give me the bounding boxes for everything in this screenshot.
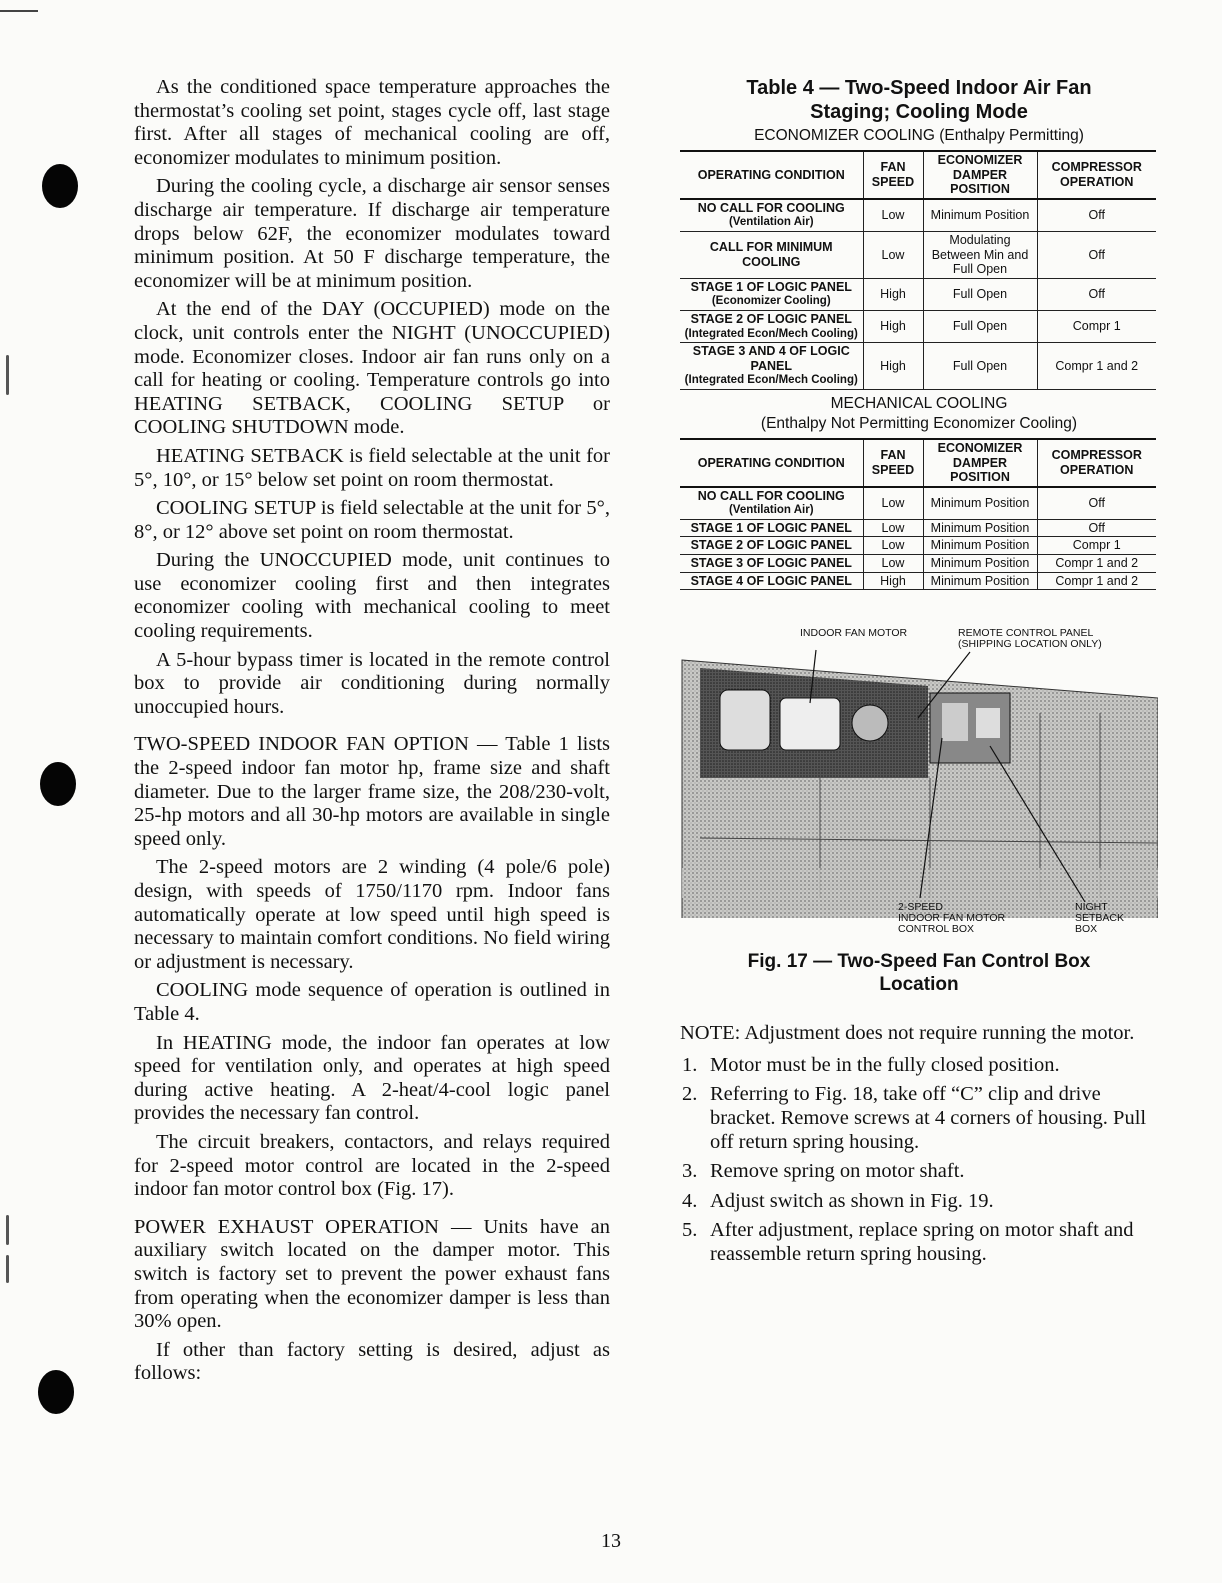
list-item	[680, 1190, 1158, 1214]
condition-text: NO CALL FOR COOLING	[697, 200, 845, 215]
table-row	[680, 537, 1156, 555]
cell-operating-condition	[680, 343, 863, 390]
list-item	[680, 1160, 1158, 1184]
cell-compressor-operation: Off	[1037, 199, 1156, 232]
top-rule	[0, 10, 38, 12]
economizer-cooling-table	[680, 150, 1156, 390]
cell-operating-condition	[680, 199, 863, 232]
condition-text: STAGE 2 OF LOGIC PANEL	[690, 538, 852, 553]
cell-damper-position: Minimum Position	[923, 572, 1037, 590]
header-compressor-operation: COMPRESSOR OPERATION	[1037, 151, 1156, 199]
economizer-table-body	[680, 199, 1156, 390]
body-paragraph: COOLING mode sequence of operation is outlined in Table 4.	[134, 979, 610, 1025]
table-title-line-2: Staging; Cooling Mode	[810, 101, 1028, 123]
cell-fan-speed: Low	[863, 231, 923, 278]
section-paragraph-power-exhaust: POWER EXHAUST OPERATION — Units have an auxiliary switch located on the damper motor. This switch is factory set to prevent the power exhaust fans from operating when the economizer damper is less than 30% open.	[134, 1215, 610, 1333]
body-paragraph: During the UNOCCUPIED mode, unit continues to use economizer cooling first and then integrates economizer cooling with mechanical cooling to meet cooling requirements.	[134, 549, 610, 643]
mechanical-table-body	[680, 487, 1156, 590]
cell-damper-position: Minimum Position	[923, 487, 1037, 520]
step-text: Motor must be in the fully closed position.	[710, 1053, 1060, 1076]
header-damper-position: ECONOMIZER DAMPER POSITION	[923, 151, 1037, 199]
step-number: 1.	[682, 1053, 698, 1076]
cell-compressor-operation: Compr 1 and 2	[1037, 572, 1156, 590]
left-column	[134, 76, 610, 1391]
cell-fan-speed: Low	[863, 487, 923, 520]
table-title-line-1: Table 4 — Two-Speed Indoor Air Fan	[746, 77, 1092, 99]
table-row	[680, 199, 1156, 232]
figure-17	[680, 628, 1158, 948]
step-number: 3.	[682, 1160, 698, 1183]
table-row	[680, 487, 1156, 520]
cell-fan-speed: Low	[863, 537, 923, 555]
label-box: BOX	[1075, 923, 1098, 936]
label-control-box-indoor-fan-motor: INDOOR FAN MOTOR	[898, 912, 1006, 925]
table-row	[680, 231, 1156, 278]
step-text: Referring to Fig. 18, take off “C” clip and drive bracket. Remove screws at 4 corners of housing. Pull off return spring housing.	[710, 1083, 1147, 1153]
cell-operating-condition	[680, 572, 863, 590]
body-paragraph: A 5-hour bypass timer is located in the remote control box to provide air conditioning during normally unoccupied hours.	[134, 648, 610, 718]
cell-damper-position: Modulating Between Min and Full Open	[923, 231, 1037, 278]
mechanical-section-subtitle: (Enthalpy Not Permitting Economizer Cooling)	[760, 414, 1078, 432]
body-paragraph: During the cooling cycle, a discharge air sensor senses discharge air temperature. If discharge air temperature drops below 62F, the economizer modulates toward minimum position. At 50 F discharge temperature, the economizer will be at minimum position.	[134, 175, 610, 292]
label-night: NIGHT	[1075, 901, 1108, 914]
body-paragraph: In HEATING mode, the indoor fan operates at low speed for ventilation only, and operates at high speed during active heating. A 2-heat/4-cool logic panel provides the necessary fan control.	[134, 1031, 610, 1125]
margin-mark	[6, 1215, 9, 1245]
condition-subtext: (Integrated Econ/Mech Cooling)	[684, 374, 858, 387]
binder-hole-middle	[40, 762, 76, 806]
cell-fan-speed: High	[863, 310, 923, 342]
cell-fan-speed: Low	[863, 519, 923, 537]
binder-hole-top	[42, 164, 78, 208]
label-indoor-fan-motor: INDOOR FAN MOTOR	[800, 627, 908, 640]
condition-text: STAGE 3 OF LOGIC PANEL	[690, 556, 852, 571]
step-number: 5.	[682, 1219, 698, 1242]
list-item	[680, 1219, 1158, 1266]
cell-operating-condition	[680, 231, 863, 278]
cell-operating-condition	[680, 519, 863, 537]
cell-fan-speed: High	[863, 572, 923, 590]
cell-compressor-operation: Compr 1 and 2	[1037, 343, 1156, 390]
cell-operating-condition	[680, 487, 863, 520]
body-paragraph: As the conditioned space temperature approaches the thermostat’s cooling set point, stages cycle off, last stage first. After all stages of mechanical cooling are off, economizer modulates to minimum position.	[134, 76, 610, 169]
cell-compressor-operation: Off	[1037, 519, 1156, 537]
header-operating-condition: OPERATING CONDITION	[680, 151, 863, 199]
body-paragraph: HEATING SETBACK is field selectable at the unit for 5°, 10°, or 15° below set point on room thermostat.	[134, 444, 610, 491]
mechanical-cooling-table	[680, 438, 1156, 590]
cell-operating-condition	[680, 310, 863, 342]
table-row	[680, 519, 1156, 537]
label-setback: SETBACK	[1075, 912, 1125, 925]
condition-subtext: (Economizer Cooling)	[711, 295, 831, 308]
cell-operating-condition	[680, 278, 863, 310]
body-paragraph: At the end of the DAY (OCCUPIED) mode on the clock, unit controls enter the NIGHT (UNOCCUPIED) mode. Economizer closes. Indoor air fan runs only on a call for heating or cooling. Temperature controls go into HEATING SETBACK, COOLING SETUP or COOLING SHUTDOWN mode.	[134, 298, 610, 439]
cell-compressor-operation: Off	[1037, 487, 1156, 520]
header-fan-speed: FAN SPEED	[863, 151, 923, 199]
condition-text: STAGE 3 AND 4 OF LOGIC PANEL	[692, 344, 850, 373]
cell-fan-speed: Low	[863, 199, 923, 232]
header-fan-speed: FAN SPEED	[863, 439, 923, 487]
binder-hole-bottom	[38, 1370, 74, 1414]
cell-fan-speed: High	[863, 343, 923, 390]
step-number: 2.	[682, 1083, 698, 1106]
cell-damper-position: Full Open	[923, 343, 1037, 390]
label-shipping-location: (SHIPPING LOCATION ONLY)	[958, 638, 1102, 651]
condition-text: STAGE 4 OF LOGIC PANEL	[690, 573, 852, 588]
list-item	[680, 1083, 1158, 1154]
header-damper-position: ECONOMIZER DAMPER POSITION	[923, 439, 1037, 487]
step-text: After adjustment, replace spring on motor shaft and reassemble return spring housing.	[710, 1219, 1134, 1265]
condition-subtext: (Ventilation Air)	[728, 216, 814, 229]
cell-damper-position: Full Open	[923, 278, 1037, 310]
label-remote-control-panel: REMOTE CONTROL PANEL	[958, 627, 1094, 640]
cell-operating-condition	[680, 537, 863, 555]
cell-damper-position: Minimum Position	[923, 537, 1037, 555]
body-paragraph: COOLING SETUP is field selectable at the unit for 5°, 8°, or 12° above set point on room thermostat.	[134, 497, 610, 543]
margin-mark	[6, 355, 9, 395]
figure-caption-line-1: Fig. 17 — Two-Speed Fan Control Box	[747, 951, 1091, 973]
cell-compressor-operation: Off	[1037, 278, 1156, 310]
cell-damper-position: Minimum Position	[923, 519, 1037, 537]
mechanical-section-title: MECHANICAL COOLING	[830, 394, 1008, 412]
table-header-row	[680, 151, 1156, 199]
condition-text: STAGE 1 OF LOGIC PANEL	[690, 279, 852, 294]
header-compressor-operation: COMPRESSOR OPERATION	[1037, 439, 1156, 487]
body-paragraph: If other than factory setting is desired, adjust as follows:	[134, 1338, 610, 1385]
table-row	[680, 555, 1156, 573]
adjustment-note: NOTE: Adjustment does not require running the motor.	[680, 1022, 1135, 1045]
condition-subtext: (Integrated Econ/Mech Cooling)	[684, 327, 858, 340]
cell-compressor-operation: Compr 1	[1037, 537, 1156, 555]
figure-caption-line-2: Location	[879, 974, 959, 996]
cell-fan-speed: Low	[863, 555, 923, 573]
cell-compressor-operation: Compr 1 and 2	[1037, 555, 1156, 573]
condition-text: NO CALL FOR COOLING	[697, 488, 845, 503]
adjustment-steps	[680, 1054, 1158, 1267]
table-row	[680, 278, 1156, 310]
condition-text: STAGE 1 OF LOGIC PANEL	[690, 520, 852, 535]
step-number: 4.	[682, 1189, 698, 1212]
table-header-row	[680, 439, 1156, 487]
label-control-box-2-speed: 2-SPEED	[898, 901, 943, 914]
body-paragraph: The circuit breakers, contactors, and relays required for 2-speed motor control are located in the 2-speed indoor fan motor control box (Fig. 17).	[134, 1130, 610, 1201]
right-column	[680, 76, 1158, 1273]
margin-mark	[6, 1255, 9, 1283]
condition-text: CALL FOR MINIMUM COOLING	[709, 240, 833, 269]
cell-fan-speed: High	[863, 278, 923, 310]
list-item	[680, 1054, 1158, 1078]
step-text: Adjust switch as shown in Fig. 19.	[710, 1189, 994, 1212]
cell-compressor-operation: Compr 1	[1037, 310, 1156, 342]
cell-damper-position: Minimum Position	[923, 199, 1037, 232]
step-text: Remove spring on motor shaft.	[710, 1160, 965, 1183]
economizer-section-title: ECONOMIZER COOLING (Enthalpy Permitting)	[754, 127, 1084, 144]
cell-operating-condition	[680, 555, 863, 573]
condition-subtext: (Ventilation Air)	[728, 504, 814, 517]
body-paragraph: The 2-speed motors are 2 winding (4 pole/6 pole) design, with speeds of 1750/1170 rpm. Indoor fans automatically operate at low speed until high speed is necessary to maintain comfort conditions. No field wiring or adjustment is necessary.	[134, 856, 610, 973]
section-paragraph-two-speed-fan: TWO-SPEED INDOOR FAN OPTION — Table 1 lists the 2-speed indoor fan motor hp, frame size and shaft diameter. Due to the larger frame size, the 208/230-volt, 25-hp motors and all 30-hp motors are available in single speed only.	[134, 733, 610, 850]
cell-damper-position: Full Open	[923, 310, 1037, 342]
table-row	[680, 572, 1156, 590]
cell-compressor-operation: Off	[1037, 231, 1156, 278]
condition-text: STAGE 2 OF LOGIC PANEL	[690, 311, 852, 326]
header-operating-condition: OPERATING CONDITION	[680, 439, 863, 487]
unit-photo	[680, 628, 1158, 918]
table-row	[680, 343, 1156, 390]
cell-damper-position: Minimum Position	[923, 555, 1037, 573]
table-row	[680, 310, 1156, 342]
page-number: 13	[601, 1530, 621, 1552]
label-control-box: CONTROL BOX	[898, 923, 975, 936]
